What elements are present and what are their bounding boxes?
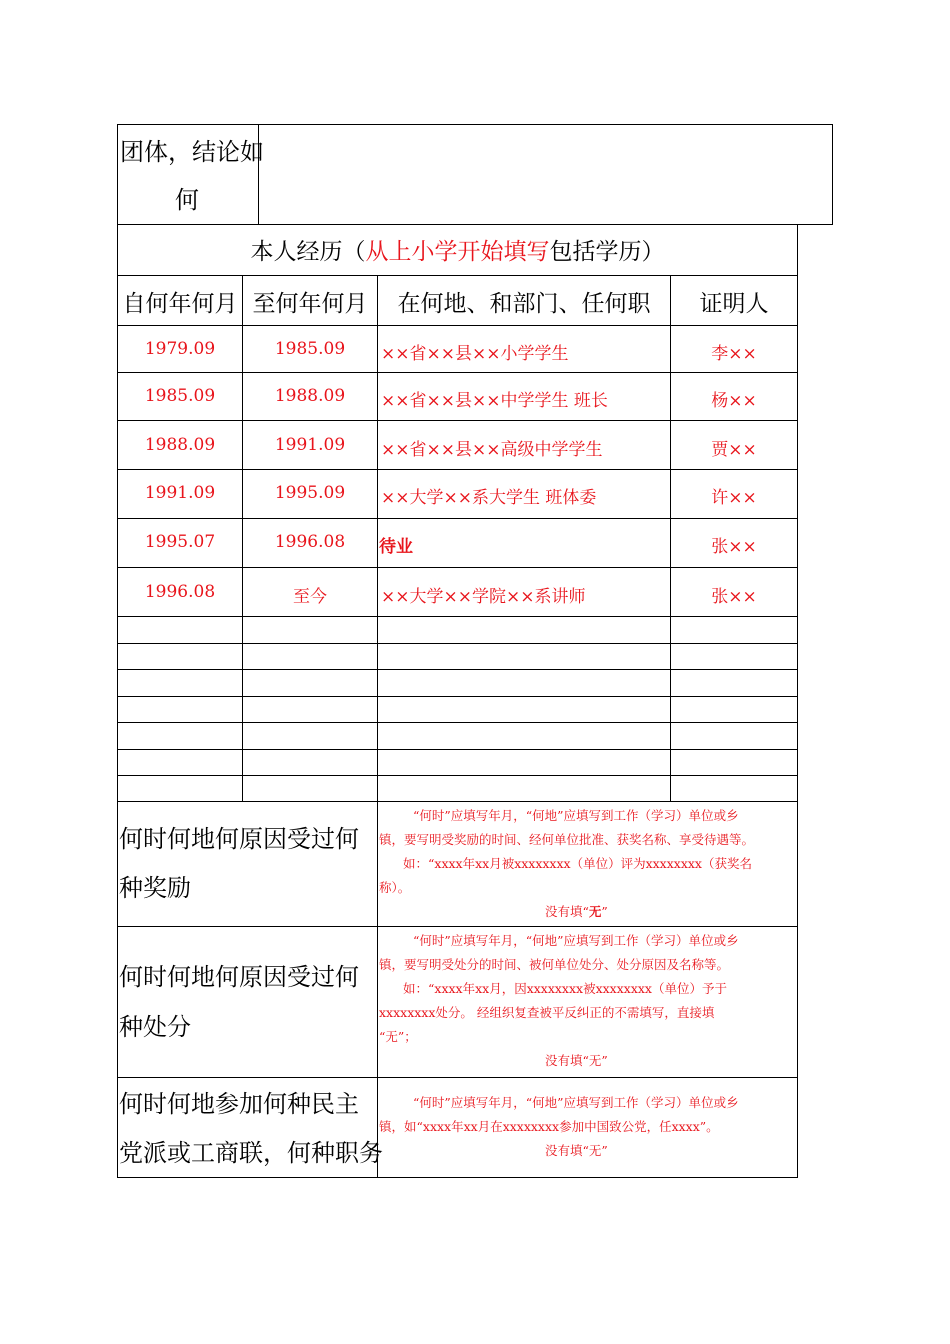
- row-to: 1996.08: [274, 532, 346, 552]
- header-to: 至何年何月: [252, 291, 368, 317]
- header-from: 自何年何月: [122, 291, 238, 317]
- parties-label-line1: 何时何地参加何种民主: [119, 1090, 359, 1118]
- row-to: 1991.09: [274, 435, 346, 455]
- row-from: 1996.08: [144, 582, 216, 602]
- row-witness: 杨××: [711, 391, 757, 411]
- row-witness: 张××: [711, 587, 757, 607]
- row-witness: 张××: [711, 537, 757, 557]
- parties-note: “何时”应填写年月，“何地”应填写到工作（学习）单位或乡 镇，如“xxxx年xx月在xxxxxxxx参加中国致公党，任xxxx”。 没有填“无”: [379, 1095, 739, 1158]
- row-place: ××大学××学院××系讲师: [381, 587, 586, 607]
- political-review-label-line1: 团体，结论如: [120, 138, 264, 166]
- row-from: 1988.09: [144, 435, 216, 455]
- awards-note: “何时”应填写年月，“何地”应填写到工作（学习）单位或乡 镇，要写明受奖励的时间、经何单位批准、获奖名称、享受待遇等。 如：“xxxx年xx月被xxxxxxxx（单位）评为xxxxxxxx（获奖名 称）。 没有填“无”: [379, 808, 755, 919]
- punishments-label-line1: 何时何地何原因受过何: [119, 963, 359, 991]
- header-place-position: 在何地、和部门、任何职: [397, 291, 651, 317]
- row-witness: 许××: [711, 488, 757, 508]
- awards-label-line2: 种奖励: [119, 874, 191, 902]
- row-from: 1991.09: [144, 483, 216, 503]
- row-to: 至今: [293, 587, 327, 607]
- row-place: ××省××县××中学学生 班长: [381, 391, 608, 411]
- row-to: 1995.09: [274, 483, 346, 503]
- header-witness: 证明人: [699, 291, 769, 317]
- row-place: ××大学××系大学生 班体委: [381, 488, 597, 508]
- row-to: 1985.09: [274, 339, 346, 359]
- punishments-note: “何时”应填写年月，“何地”应填写到工作（学习）单位或乡 镇，要写明受处分的时间、被何单位处分、处分原因及名称等。 如：“xxxx年xx月，因xxxxxxxx被xxxxxxxx（单位）予于 xxxxxxxx处分。 经组织复查被平反纠正的不需填写，直接填 “无”； 没有填“无”: [379, 933, 739, 1068]
- punishments-label-line2: 种处分: [119, 1013, 191, 1041]
- row-from: 1995.07: [144, 532, 216, 552]
- row-place: ××省××县××小学学生: [381, 344, 569, 364]
- awards-label-line1: 何时何地何原因受过何: [119, 825, 359, 853]
- row-from: 1979.09: [144, 339, 216, 359]
- row-from: 1985.09: [144, 386, 216, 406]
- row-place: ××省××县××高级中学学生: [381, 440, 603, 460]
- row-place: 待业: [379, 537, 413, 557]
- row-witness: 李××: [711, 344, 757, 364]
- row-to: 1988.09: [274, 386, 346, 406]
- political-review-label-line2: 何: [175, 186, 199, 214]
- parties-label-line2: 党派或工商联，何种职务: [119, 1139, 383, 1167]
- experience-title: 本人经历（从上小学开始填写包括学历）: [250, 239, 665, 265]
- row-witness: 贾××: [711, 440, 757, 460]
